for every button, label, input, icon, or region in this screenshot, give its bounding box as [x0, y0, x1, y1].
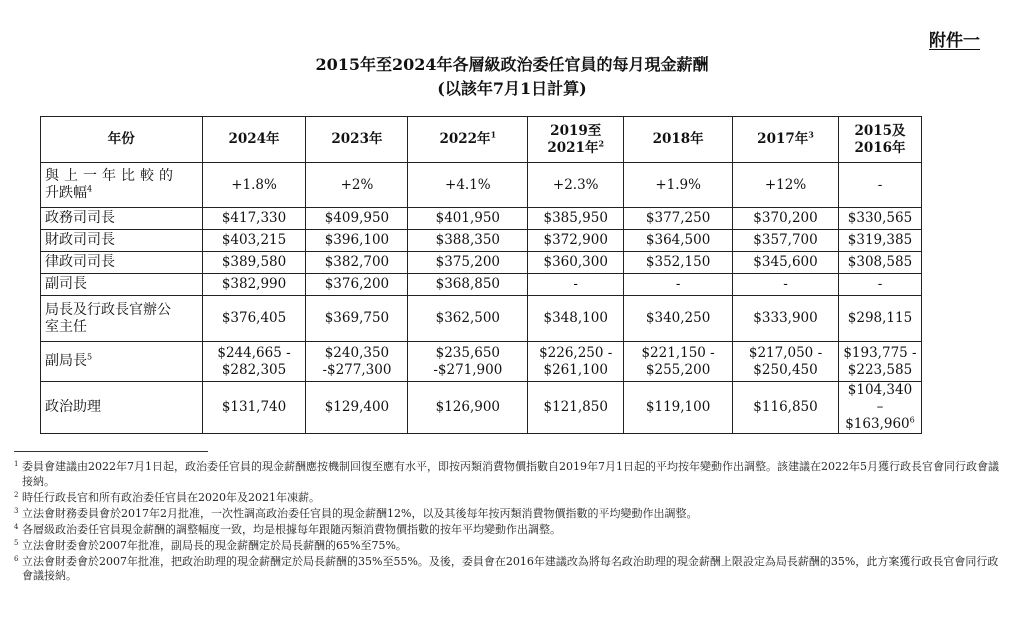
table-cell: $376,200 — [306, 274, 408, 296]
table-cell: $330,565 — [838, 208, 921, 230]
header-2022: 2022年$^1$ — [408, 117, 528, 163]
table-row — [41, 274, 922, 296]
table-row — [41, 208, 922, 230]
row-label: 與上一年比較的 升跌幅$^4$ — [41, 163, 203, 208]
table-cell: $240,350 -$277,300 — [306, 342, 408, 382]
footnote: 5 立法會財委會於2007年批准，副局長的現金薪酬定於局長薪酬的65%至75%。 — [14, 538, 407, 552]
table-row — [41, 252, 922, 274]
table-cell: $403,215 — [202, 230, 306, 252]
table-cell: $389,580 — [202, 252, 306, 274]
table-cell: $369,750 — [306, 296, 408, 342]
header-2023: 2023年 — [306, 117, 408, 163]
page-title: 2015年至2024年各層級政治委任官員的每月現金薪酬 — [315, 55, 709, 74]
table-cell: +2.3% — [528, 163, 624, 208]
table-cell: $388,350 — [408, 230, 528, 252]
footnote: 3 立法會財務委員會於2017年2月批准，一次性調高政治委任官員的現金薪酬12%，以及其後每年按丙類消費物價指數的平均變動作出調整。 — [14, 506, 698, 520]
table-cell: +1.8% — [202, 163, 306, 208]
table-cell: $104,340 – $163,960$^6$ — [838, 382, 921, 434]
table-cell: - — [733, 274, 839, 296]
footnote-divider — [14, 451, 208, 452]
row-label: 政治助理 — [41, 382, 203, 434]
footnotes — [14, 460, 1004, 585]
row-label: 副司長 — [41, 274, 203, 296]
table-row — [41, 296, 922, 342]
table-row-change — [41, 163, 922, 208]
table-cell: $116,850 — [733, 382, 839, 434]
table-cell: $121,850 — [528, 382, 624, 434]
table-cell: $370,200 — [733, 208, 839, 230]
table-row — [41, 382, 922, 434]
table-cell: $364,500 — [624, 230, 733, 252]
annex-label: 附件一 — [929, 31, 980, 51]
table-cell: +12% — [733, 163, 839, 208]
table-cell: $372,900 — [528, 230, 624, 252]
table-cell: - — [838, 274, 921, 296]
table-cell: $345,600 — [733, 252, 839, 274]
table-cell: $357,700 — [733, 230, 839, 252]
footnote: 2 時任行政長官和所有政治委任官員在2020年及2021年凍薪。 — [14, 490, 320, 504]
table-cell: $217,050 - $250,450 — [733, 342, 839, 382]
table-cell: $131,740 — [202, 382, 306, 434]
header-2018: 2018年 — [624, 117, 733, 163]
table-cell: $193,775 - $223,585 — [838, 342, 921, 382]
table-cell: $244,665 - $282,305 — [202, 342, 306, 382]
table-cell: $319,385 — [838, 230, 921, 252]
table-cell: $129,400 — [306, 382, 408, 434]
table-cell: $362,500 — [408, 296, 528, 342]
header-2019-2021: 2019至 2021年$^2$ — [528, 117, 624, 163]
table-cell: $417,330 — [202, 208, 306, 230]
table-cell: $308,585 — [838, 252, 921, 274]
table-cell: +1.9% — [624, 163, 733, 208]
header-2015-2016: 2015及 2016年 — [838, 117, 921, 163]
table-cell: $340,250 — [624, 296, 733, 342]
table-cell: - — [528, 274, 624, 296]
table-cell: $226,250 - $261,100 — [528, 342, 624, 382]
table-cell: $368,850 — [408, 274, 528, 296]
table-cell: - — [624, 274, 733, 296]
table-cell: $401,950 — [408, 208, 528, 230]
row-label: 政務司司長 — [41, 208, 203, 230]
table-cell: +4.1% — [408, 163, 528, 208]
header-2024: 2024年 — [202, 117, 306, 163]
table-cell: $382,700 — [306, 252, 408, 274]
table-cell: $126,900 — [408, 382, 528, 434]
footnote: 1 委員會建議由2022年7月1日起，政治委任官員的現金薪酬應按機制回復至應有水平，即按丙類消費物價指數自2019年7月1日起的平均按年變動作出調整。該建議在2022年5月獲行政長官會同行政會議接納。 — [14, 460, 999, 488]
table-cell: $348,100 — [528, 296, 624, 342]
footnote: 6 立法會財委會於2007年批准，把政治助理的現金薪酬定於局長薪酬的35%至55%。及後，委員會在2016年建議改為將每名政治助理的現金薪酬上限設定為局長薪酬的35%，此方案獲行政長官會同行政會議接納。 — [14, 554, 999, 582]
header-2017: 2017年$^3$ — [733, 117, 839, 163]
header-row — [41, 117, 922, 163]
table-cell: - — [838, 163, 921, 208]
table-cell: $352,150 — [624, 252, 733, 274]
table-cell: $298,115 — [838, 296, 921, 342]
header-year: 年份 — [41, 117, 203, 163]
table-cell: $396,100 — [306, 230, 408, 252]
row-label: 副局長$^5$ — [41, 342, 203, 382]
table-row — [41, 230, 922, 252]
row-label: 局長及行政長官辦公 室主任 — [41, 296, 203, 342]
footnote: 4 各層級政治委任官員現金薪酬的調整幅度一致，均是根據每年跟隨丙類消費物價指數的按年平均變動作出調整。 — [14, 522, 561, 536]
salary-table — [40, 116, 922, 434]
table-cell: $376,405 — [202, 296, 306, 342]
table-cell: +2% — [306, 163, 408, 208]
page-subtitle: (以該年7月1日計算) — [437, 79, 587, 98]
row-label: 財政司司長 — [41, 230, 203, 252]
row-label: 律政司司長 — [41, 252, 203, 274]
table-cell: $119,100 — [624, 382, 733, 434]
table-cell: $333,900 — [733, 296, 839, 342]
table-cell: $409,950 — [306, 208, 408, 230]
table-cell: $382,990 — [202, 274, 306, 296]
table-cell: $385,950 — [528, 208, 624, 230]
table-cell: $377,250 — [624, 208, 733, 230]
table-cell: $221,150 - $255,200 — [624, 342, 733, 382]
table-cell: $235,650 -$271,900 — [408, 342, 528, 382]
table-cell: $375,200 — [408, 252, 528, 274]
table-cell: $360,300 — [528, 252, 624, 274]
table-row — [41, 342, 922, 382]
